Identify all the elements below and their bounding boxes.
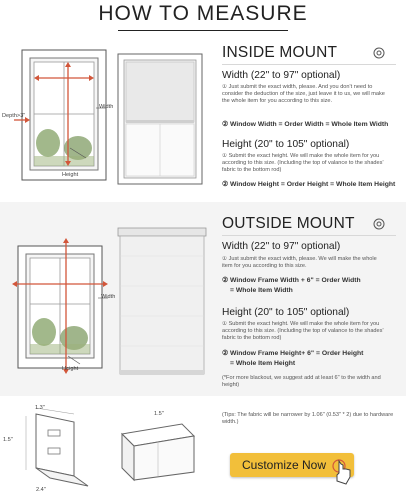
outside-height-label: Height bbox=[62, 366, 79, 372]
inside-height-text: ① Submit the exact height. We will make the whole item for you according to this size. (Including the top of valance to the shades' fabric to the bottom rod) bbox=[222, 153, 384, 174]
hardware-tips: (Tips: The fabric will be narrower by 1.06" (0.53" * 2) due to hardware width.) bbox=[222, 412, 394, 426]
hand-pointer-icon bbox=[330, 455, 360, 485]
inside-height-title: Height (20" to 105" optional) bbox=[222, 139, 350, 150]
outside-width-equation: ② Window Frame Width + 6" = Order Width bbox=[222, 277, 361, 284]
bracket-dim-a: 1.3" bbox=[35, 405, 45, 411]
bracket-dim-d: 1.5" bbox=[3, 437, 13, 443]
inside-width-title: Width (22" to 97" optional) bbox=[222, 70, 341, 81]
inside-shade-illustration bbox=[114, 52, 206, 188]
depth-label: Depth>3" bbox=[2, 113, 26, 119]
outside-height-title: Height (20" to 105" optional) bbox=[222, 307, 350, 318]
outside-height-equation-result: = Whole Item Height bbox=[230, 360, 296, 367]
inside-header-divider bbox=[222, 64, 396, 65]
outside-width-text: ① Just submit the exact width, please. We will make the whole item for you according to this size. bbox=[222, 256, 377, 270]
outside-width-title: Width (22" to 97" optional) bbox=[222, 241, 341, 252]
inside-width-equation: ② Window Width = Order Width = Whole Item Width bbox=[222, 121, 389, 128]
inside-width-label: Width bbox=[99, 104, 114, 110]
outside-shade-illustration bbox=[114, 226, 210, 380]
outside-header-divider bbox=[222, 235, 396, 236]
inside-height-label: Height bbox=[62, 172, 79, 178]
outside-height-text: ① Submit the exact height. We will make the whole item for you according to this size. (Including the top of valance to the shades' fabric to the bottom rod) bbox=[222, 321, 384, 342]
inside-mount-icon bbox=[372, 46, 386, 60]
bracket-dim-b: 1.5" bbox=[154, 411, 164, 417]
blackout-note: (*For more blackout, we suggest add at least 6" to the width and height) bbox=[222, 375, 381, 389]
outside-mount-icon bbox=[372, 217, 386, 231]
inside-height-equation: ② Window Height = Order Height = Whole Item Height bbox=[222, 181, 396, 188]
customize-now-label: Customize Now bbox=[242, 458, 327, 472]
inside-width-text: ① Just submit the exact width, please. And you don't need to consider the deduction of the size, just leave it to us, we will make the whole item for you according to this size. bbox=[222, 84, 385, 105]
title-underline bbox=[118, 30, 288, 31]
outside-height-equation: ② Window Frame Height+ 6" = Order Height bbox=[222, 350, 364, 357]
inside-mount-header: INSIDE MOUNT bbox=[222, 44, 338, 61]
bracket-illustration-side bbox=[14, 404, 96, 494]
outside-width-equation-result: = Whole Item Width bbox=[230, 287, 293, 294]
bracket-dim-c: 2.4" bbox=[36, 487, 46, 493]
bracket-illustration-front bbox=[112, 414, 202, 494]
outside-mount-header: OUTSIDE MOUNT bbox=[222, 215, 355, 232]
outside-width-label: Width bbox=[101, 294, 116, 300]
outside-window-illustration bbox=[8, 236, 116, 376]
page-title: HOW TO MEASURE bbox=[98, 2, 308, 25]
